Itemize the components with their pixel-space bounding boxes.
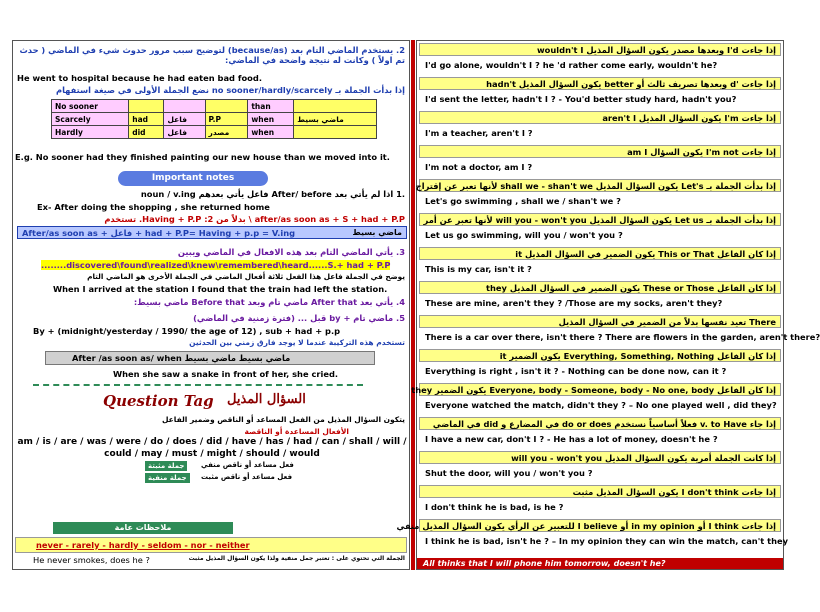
column-divider (411, 40, 415, 570)
rule-text: إذا كان الفاعل Everything, Something, Nothing يكون الضمير it (499, 351, 776, 361)
grid-cell: did (129, 126, 164, 139)
question-tag-title: Question Tag (103, 392, 214, 410)
example-line: I'm not a doctor, am I ? (425, 162, 533, 172)
after-example: When she saw a snake in front of her, she cried. (113, 369, 339, 379)
example-line: Everyone watched the match, didn't they ? – No one played well , did they? (425, 400, 777, 410)
by-arabic: تستخدم هذه التركيبة عندما لا يوجد فارق زمني بين الحدثين (189, 338, 405, 347)
rule-text: إذا جاءت I think أو in my opinion أو I believe للتعبير عن الرأي يكون السؤال المذيل منفي (396, 521, 776, 531)
left-column (12, 40, 410, 570)
positive-sentence-label: جملة مثبتة (145, 461, 187, 471)
negative-example-1: He never smokes, does he ? (33, 555, 150, 565)
rule-bar (419, 315, 781, 328)
grid-cell (294, 126, 377, 139)
rule-text: There تعيد نفسها بدلاً من الضمير في السؤال المذيل (558, 317, 776, 327)
example-line: Everything is right , isn't it ? - Nothing can be done now, can it ? (425, 366, 727, 376)
negative-words: never - rarely - hardly - seldom - nor - neither (36, 540, 250, 550)
grid-cell: ماضي بسيط (294, 113, 377, 126)
rule-bar (419, 145, 781, 158)
example-line: There is a car over there, isn't there ? There are flowers in the garden, aren't there? (425, 332, 820, 342)
aux-verbs-line2: could / may / must / might / should / would (104, 449, 320, 459)
example-line: I don't think he is bad, is he ? (425, 502, 564, 512)
rule-bar (415, 179, 781, 192)
grid-cell: P.P (205, 113, 248, 126)
grid-cell (129, 100, 164, 113)
rule-bar (396, 519, 781, 532)
grid-row (52, 100, 377, 113)
rule-text: إذا بدأت الجملة بـ Let's يكون السؤال المذيل shall we - shan't we لأنها تعبر عن إقتراح (415, 181, 776, 191)
negative-words-arabic: الجملة التي تحتوي على : تعتبر جمل منفية ولذا يكون السؤال المذيل مثبت (188, 555, 405, 562)
by-formula: By + (midnight/yesterday / 1990/ the age of 12) , sub + had + p.p (33, 326, 341, 336)
rule-bar (411, 383, 781, 396)
grid-cell: فاعل (164, 113, 205, 126)
important-notes-banner: Important notes (118, 171, 268, 186)
worksheet-page (12, 40, 820, 570)
rule-text: إذا كان الفاعل Everyone, body - Someone, body - No one, body يكون الضمير they (411, 385, 776, 395)
rule-bar (419, 213, 781, 226)
grid-cell: No sooner (52, 100, 129, 113)
grid-cell: مصدر (205, 126, 248, 139)
rule2-title: 2. يستخدم الماضي التام بعد (because/as) لتوضيح سبب مرور حدوث شيء في الماضي ( حدث تم اولاً ) وكانت له نتيجة واضحة في الماضي: (19, 45, 405, 65)
grid-cell: had (129, 113, 164, 126)
positive-sentence-desc: فعل مساعد أو ناقص منفي (201, 461, 294, 469)
example-line: I'm a teacher, aren't I ? (425, 128, 533, 138)
example-line: I'd sent the letter, hadn't I ? - You'd better study hard, hadn't you? (425, 94, 737, 104)
note2: after/as soon as + S + had + P.P \ بدلاً من Having + P.P :2. تستخدم (104, 214, 405, 224)
note3-example: When I arrived at the station I found that the train had left the station. (53, 284, 388, 294)
rule-bar (419, 451, 781, 464)
note3-arabic: يوضح في الجملة فاعل هذا الفعل ثلاثة أفعال الماضي في الجملة الأخرى هو الماضي التام (87, 272, 405, 281)
grid-row (52, 126, 377, 139)
rule-text: إذا جاءت I'm يكون السؤال المذيل aren't I (602, 113, 776, 123)
after-formula-box (45, 351, 375, 365)
rule2-example: He went to hospital because he had eaten bad food. (17, 73, 262, 83)
aux-verbs-line1: am / is / are / was / were / do / does / did / have / has / had / can / shall / will / (17, 437, 407, 447)
rule-bar (419, 349, 781, 362)
note2-formula-right: ماضي بسيط (352, 228, 402, 237)
after-formula: After /as soon as/ when ماضي بسيط ماضي بسيط (72, 353, 291, 363)
example-line: These are mine, aren't they ? /Those are my socks, aren't they? (425, 298, 723, 308)
grid-cell: when (248, 126, 294, 139)
negative-sentence-desc: فعل مساعد أو ناقص مثبت (201, 473, 293, 481)
grid-cell: when (248, 113, 294, 126)
grid-cell (205, 100, 248, 113)
question-tag-arabic-title: السؤال المذيل (227, 392, 306, 407)
rule-bar (419, 77, 781, 90)
example-line: Shut the door, will you / won't you ? (425, 468, 593, 478)
rule-bar (419, 111, 781, 124)
example-line: Let us go swimming, will you / won't you ? (425, 230, 623, 240)
note5: 5. ماضي تام + by قبل ... (فترة زمنية في الماضي) (193, 313, 405, 323)
rule-text: إذا كان الفاعل This or That يكون الضمير في السؤال المذيل it (515, 249, 776, 259)
divider-dashes (33, 384, 363, 386)
rule-text: إذا جاءت 'd وبعدها تصريف ثالث أو better يكون السؤال المذيل hadn't (486, 79, 776, 89)
rule-text: إذا جاءت I'd وبعدها مصدر يكون السؤال المذيل wouldn't I (537, 45, 776, 55)
grid-cell: Scarcely (52, 113, 129, 126)
qt-rule: يتكون السؤال المذيل من الفعل المساعد أو الناقص وضمير الفاعل (161, 415, 405, 424)
grid-example: E.g. No sooner had they finished painting our new house than we moved into it. (15, 152, 390, 162)
grid-cell (294, 100, 377, 113)
grid-cell: than (248, 100, 294, 113)
rule-text: إذا كانت الجملة أمرية يكون السؤال المذيل will you - won't you (511, 453, 776, 463)
example-line: I think he is bad, isn't he ? – In my opinion they can win the match, can't they (425, 536, 789, 546)
footer-example: All thinks that I will phone him tomorrow, doesn't he? (417, 558, 783, 569)
negative-sentence-label: جملة منفية (145, 473, 190, 483)
note1: .1 اذا لم يأتي بعد After/ before فاعل يأتي بعدهم noun / v.ing (140, 189, 405, 199)
note3: 3. يأتي الماضي التام بعد هذه الافعال في الماضي ويبين (177, 247, 405, 257)
example-line: Let's go swimming , shall we / shan't we ? (425, 196, 621, 206)
rule-bar (419, 43, 781, 56)
rule-text: إذا كان الفاعل These or Those يكون الضمير في السؤال المذيل they (486, 283, 776, 293)
example-line: I have a new car, don't I ? - He has a lot of money, doesn't he ? (425, 434, 718, 444)
note1-example: Ex- After doing the shopping , she returned home (37, 202, 270, 212)
right-column (396, 40, 820, 570)
note4: 4. يأتي بعد After that ماضي تام وبعد Before that ماضي بسيط: (133, 297, 405, 307)
example-line: I'd go alone, wouldn't I ? he 'd rather come early, wouldn't he? (425, 60, 718, 70)
aux-header: الأفعال المساعدة أو الناقصة (244, 427, 349, 436)
note2-formula-box (17, 226, 407, 239)
rule-text: إذا بدأت الجملة بـ Let us يكون السؤال المذيل will you - won't you لأنها تعبر عن أمر (423, 215, 776, 225)
example-line: This is my car, isn't it ? (425, 264, 532, 274)
rule-text: إذا جاء v. to Have فعلاً أساسياً نستخدم do or does في المضارع و did في الماضي (432, 419, 776, 429)
negative-words-rule (15, 537, 407, 553)
rule-bar (419, 281, 781, 294)
note3-verbs: ........discovered\found\realized\knew\remembered\heard......S.+ had + P.P (41, 260, 391, 270)
grid-cell: فاعل (164, 126, 205, 139)
rule-text: إذا جاءت I don't think يكون السؤال المذيل مثبت (572, 487, 776, 497)
rule3-title: إذا بدأت الجملة بـ no sooner/hardly/scarcely نضع الجملة الأولى في صيغة استفهام (55, 85, 405, 95)
grid-row (52, 113, 377, 126)
rule-bar (419, 485, 781, 498)
rule-bar (419, 417, 781, 430)
grid-cell (164, 100, 205, 113)
rule-bar (419, 247, 781, 260)
general-notes-header: ملاحظات عامة (53, 522, 233, 534)
grid-cell: Hardly (52, 126, 129, 139)
note2-formula: After/as soon as + فاعل + had + P.P= Having + p.p = V.ing (22, 228, 296, 238)
no-sooner-table (51, 99, 377, 139)
rule-text: إذا جاءت I'm not يكون السؤال am I (627, 147, 776, 157)
